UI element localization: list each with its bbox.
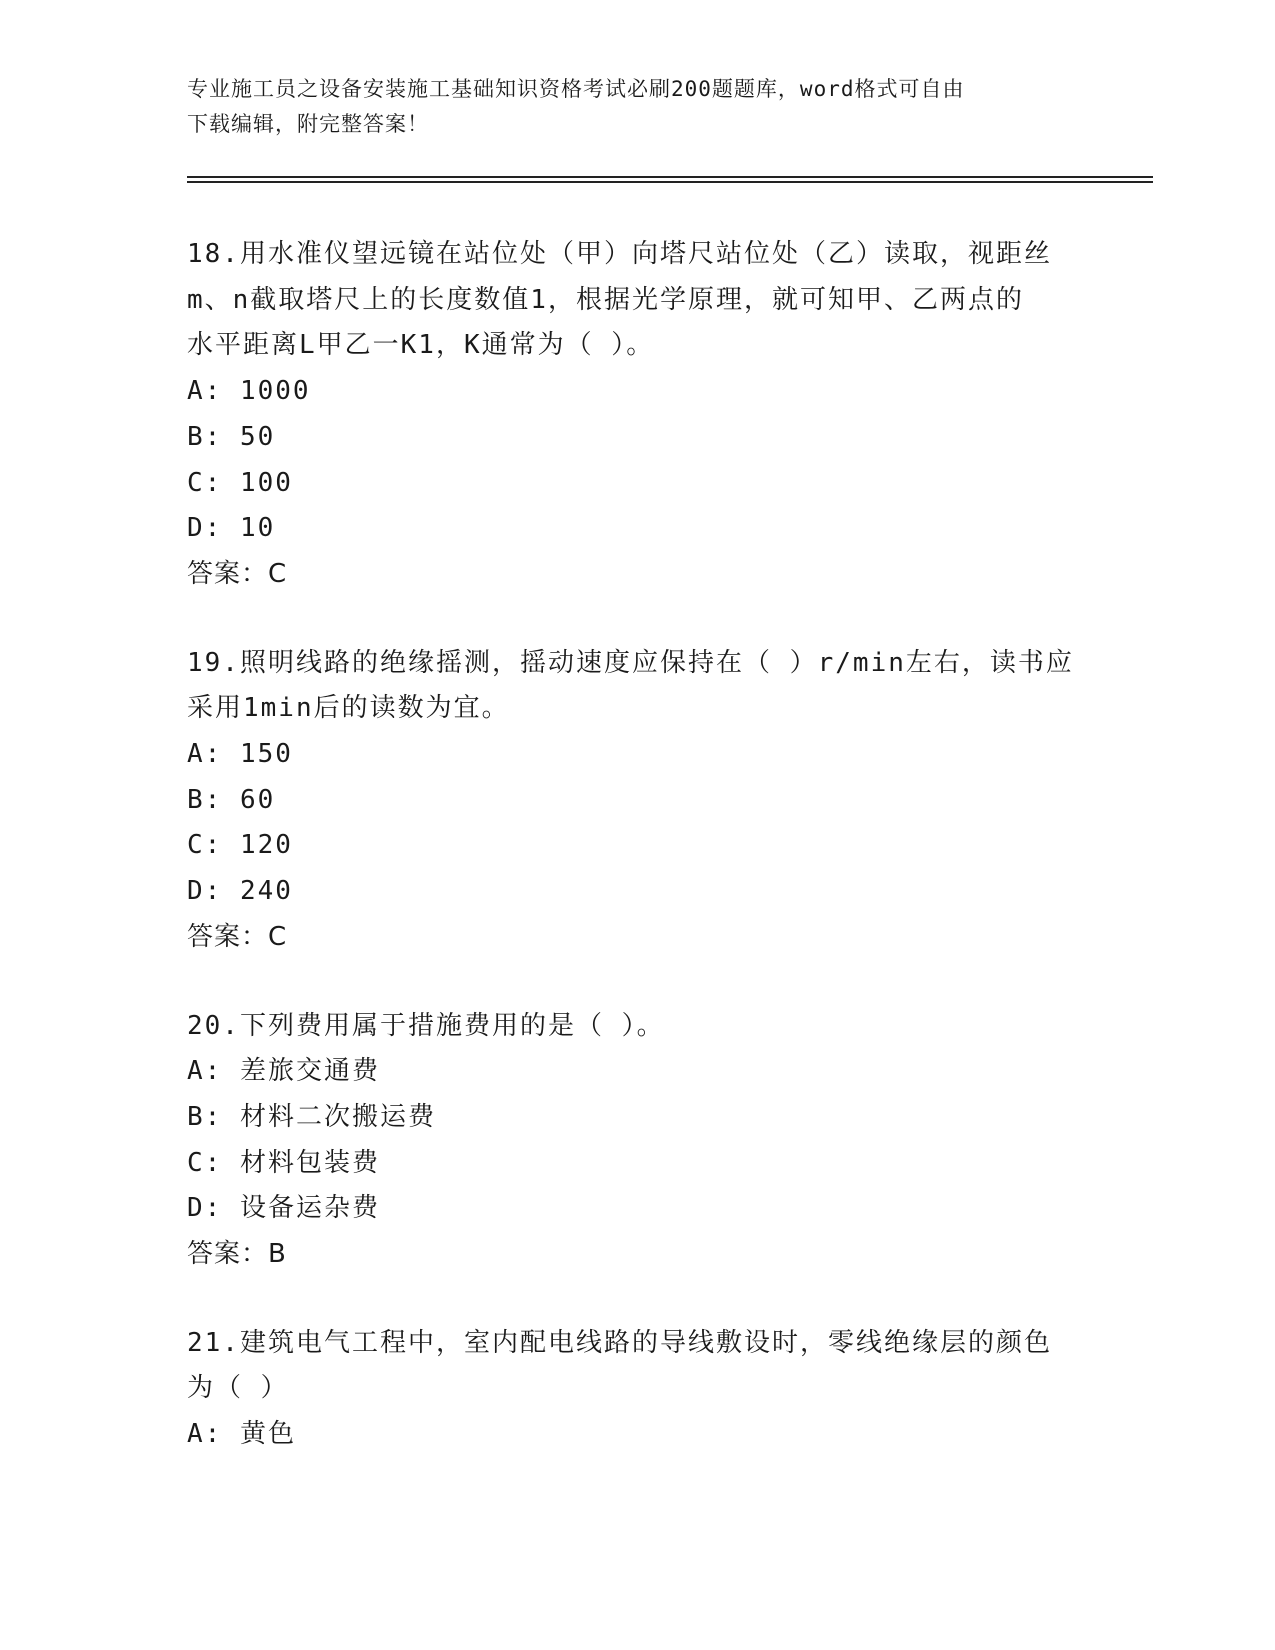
option-a: A: 150 [187,739,293,770]
question-text-line: 21.建筑电气工程中，室内配电线路的导线敷设时，零线绝缘层的颜色 [187,1327,1052,1358]
question-19 [187,641,1087,961]
question-21 [187,1321,1087,1458]
option-c: C: 120 [187,830,293,861]
answer: 答案：B [187,1239,287,1270]
option-a: A: 差旅交通费 [187,1056,380,1087]
question-text-line: 18.用水准仪望远镜在站位处（甲）向塔尺站位处（乙）读取，视距丝 [187,239,1052,269]
question-18 [187,232,1087,598]
option-c: C: 材料包装费 [187,1147,380,1178]
option-d: D: 240 [187,876,293,907]
answer: 答案：C [187,558,288,589]
option-c: C: 100 [187,467,293,498]
page-header [187,72,1087,142]
option-a: A: 1000 [187,376,311,407]
option-b: B: 材料二次搬运费 [187,1101,436,1132]
header-divider-top [187,176,1153,178]
question-text-line: 采用1min后的读数为宜。 [187,693,510,724]
question-text-line: 20.下列费用属于措施费用的是（ ）。 [187,1010,665,1041]
question-text-line: 为（ ） [187,1373,289,1404]
question-text-line: m、n截取塔尺上的长度数值1，根据光学原理，就可知甲、乙两点的 [187,284,1024,315]
header-line-1: 专业施工员之设备安装施工基础知识资格考试必刷200题题库，word格式可自由 [187,77,965,101]
question-list [187,232,1087,1501]
header-line-2: 下载编辑，附完整答案！ [187,112,429,136]
option-b: B: 60 [187,784,276,815]
option-d: D: 10 [187,513,276,544]
option-d: D: 设备运杂费 [187,1193,380,1224]
answer: 答案：C [187,921,288,952]
header-divider-bottom [187,181,1153,183]
question-20 [187,1004,1087,1278]
option-b: B: 50 [187,421,276,452]
question-text-line: 19.照明线路的绝缘摇测，摇动速度应保持在（ ）r/min左右，读书应 [187,647,1074,678]
question-text-line: 水平距离L甲乙一K1，K通常为（ ）。 [187,330,655,361]
option-a: A: 黄色 [187,1419,296,1450]
